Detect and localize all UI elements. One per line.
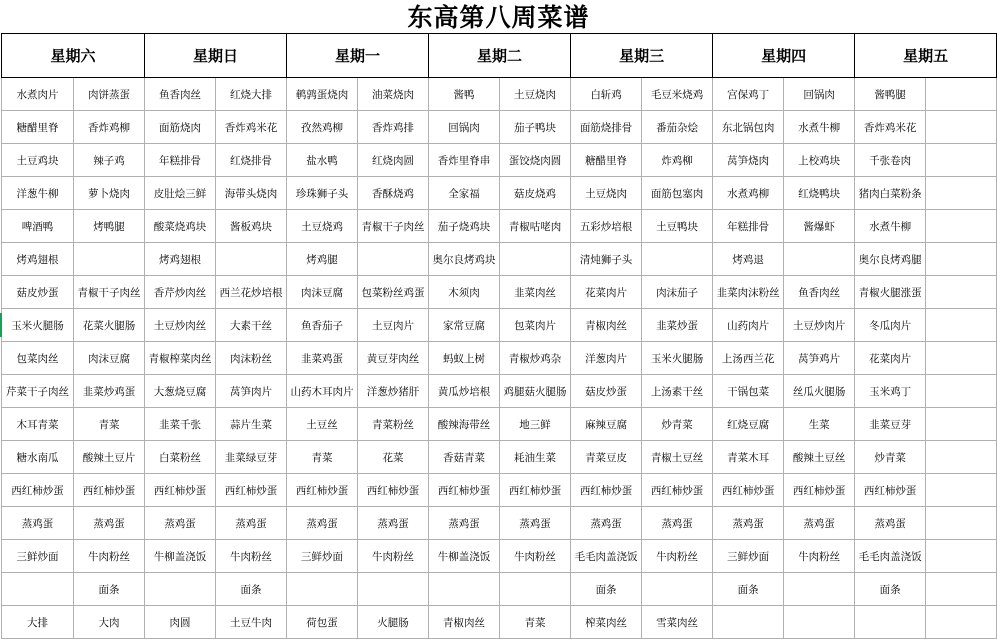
menu-cell[interactable] — [926, 210, 997, 243]
table-row — [2, 144, 997, 177]
table-row — [2, 441, 997, 474]
menu-cell[interactable] — [926, 276, 997, 309]
menu-cell[interactable]: 香酥烧鸡 — [358, 177, 429, 210]
menu-cell[interactable]: 西兰花炒培根 — [216, 276, 287, 309]
menu-cell[interactable]: 肉饼蒸蛋 — [74, 78, 145, 111]
menu-cell[interactable]: 西红柿炒蛋 — [287, 474, 358, 507]
menu-cell[interactable]: 蒸鸡蛋 — [429, 507, 500, 540]
menu-cell[interactable]: 牛肉粉丝 — [216, 540, 287, 573]
menu-cell[interactable]: 白斩鸡 — [571, 78, 642, 111]
menu-cell[interactable]: 丝瓜火腿肠 — [784, 375, 855, 408]
menu-cell[interactable]: 土豆烧鸡 — [287, 210, 358, 243]
menu-cell[interactable]: 生菜 — [784, 408, 855, 441]
menu-cell[interactable]: 酱爆虾 — [784, 210, 855, 243]
menu-cell[interactable]: 鱼香茄子 — [287, 309, 358, 342]
table-row — [2, 177, 997, 210]
menu-cell[interactable] — [287, 573, 358, 606]
menu-cell[interactable]: 海带头烧肉 — [216, 177, 287, 210]
menu-cell[interactable]: 土豆炒肉丝 — [145, 309, 216, 342]
menu-cell[interactable]: 糖水南瓜 — [2, 441, 74, 474]
menu-cell[interactable]: 奥尔良烤鸡块 — [429, 243, 500, 276]
day-header-row — [2, 34, 997, 78]
menu-cell[interactable] — [855, 606, 926, 639]
menu-table — [1, 33, 997, 639]
menu-cell[interactable]: 牛柳盖浇饭 — [429, 540, 500, 573]
menu-cell[interactable] — [926, 177, 997, 210]
menu-cell[interactable]: 年糕排骨 — [713, 210, 784, 243]
menu-cell[interactable]: 酱鸭腿 — [855, 78, 926, 111]
menu-cell[interactable]: 莴笋鸡片 — [784, 342, 855, 375]
menu-cell[interactable]: 土豆牛肉 — [216, 606, 287, 639]
menu-cell[interactable] — [500, 573, 571, 606]
menu-cell[interactable]: 鸡腿菇火腿肠 — [500, 375, 571, 408]
menu-cell[interactable]: 孜然鸡柳 — [287, 111, 358, 144]
menu-cell[interactable]: 山药木耳肉片 — [287, 375, 358, 408]
menu-cell[interactable]: 面条 — [571, 573, 642, 606]
menu-cell[interactable]: 香炸鸡米花 — [855, 111, 926, 144]
menu-cell[interactable]: 皮肚烩三鲜 — [145, 177, 216, 210]
menu-cell[interactable]: 西红柿炒蛋 — [145, 474, 216, 507]
menu-cell[interactable]: 青菜 — [74, 408, 145, 441]
menu-cell[interactable]: 榨菜肉丝 — [571, 606, 642, 639]
menu-cell[interactable]: 毛豆米烧鸡 — [642, 78, 713, 111]
menu-cell[interactable] — [926, 408, 997, 441]
menu-cell[interactable]: 青菜 — [500, 606, 571, 639]
menu-cell[interactable]: 土豆烧肉 — [500, 78, 571, 111]
table-row — [2, 210, 997, 243]
menu-cell[interactable]: 红烧大排 — [216, 78, 287, 111]
menu-cell[interactable] — [74, 243, 145, 276]
menu-cell[interactable]: 酸辣土豆片 — [74, 441, 145, 474]
menu-cell[interactable]: 炒青菜 — [855, 441, 926, 474]
menu-cell[interactable]: 蒸鸡蛋 — [713, 507, 784, 540]
menu-cell[interactable]: 番茄杂烩 — [642, 111, 713, 144]
menu-cell[interactable]: 回锅肉 — [784, 78, 855, 111]
menu-cell[interactable]: 清炖狮子头 — [571, 243, 642, 276]
menu-cell[interactable]: 三鲜炒面 — [287, 540, 358, 573]
day-header: 星期六 — [2, 34, 145, 78]
menu-cell[interactable]: 蒸鸡蛋 — [855, 507, 926, 540]
table-row — [2, 243, 997, 276]
menu-cell[interactable]: 青椒肉丝 — [429, 606, 500, 639]
table-row — [2, 375, 997, 408]
menu-cell[interactable]: 黄瓜炒培根 — [429, 375, 500, 408]
menu-cell[interactable]: 牛肉粉丝 — [74, 540, 145, 573]
menu-cell[interactable] — [926, 144, 997, 177]
menu-cell[interactable]: 西红柿炒蛋 — [216, 474, 287, 507]
menu-cell[interactable]: 土豆丝 — [287, 408, 358, 441]
menu-cell[interactable]: 青椒榨菜肉丝 — [145, 342, 216, 375]
day-header: 星期日 — [145, 34, 287, 78]
menu-cell[interactable]: 韭菜炒鸡蛋 — [74, 375, 145, 408]
menu-cell[interactable]: 宫保鸡丁 — [713, 78, 784, 111]
menu-cell[interactable]: 玉米火腿肠 — [642, 342, 713, 375]
selected-row-marker — [0, 313, 2, 337]
menu-cell[interactable]: 韭菜炒蛋 — [642, 309, 713, 342]
menu-cell[interactable]: 毛毛肉盖浇饭 — [571, 540, 642, 573]
menu-cell[interactable]: 土豆炒肉片 — [784, 309, 855, 342]
menu-cell[interactable]: 西红柿炒蛋 — [855, 474, 926, 507]
menu-cell[interactable] — [926, 78, 997, 111]
menu-cell[interactable]: 花菜火腿肠 — [74, 309, 145, 342]
menu-cell[interactable]: 大排 — [2, 606, 74, 639]
table-row — [2, 540, 997, 573]
menu-cell[interactable]: 蒸鸡蛋 — [642, 507, 713, 540]
menu-cell[interactable]: 土豆肉片 — [358, 309, 429, 342]
menu-cell[interactable]: 西红柿炒蛋 — [358, 474, 429, 507]
menu-cell[interactable]: 东北锅包肉 — [713, 111, 784, 144]
table-row — [2, 606, 997, 639]
menu-cell[interactable] — [642, 243, 713, 276]
menu-cell[interactable] — [784, 606, 855, 639]
menu-cell[interactable]: 酱鸭 — [429, 78, 500, 111]
menu-cell[interactable]: 上汤西兰花 — [713, 342, 784, 375]
menu-cell[interactable]: 酱板鸡块 — [216, 210, 287, 243]
menu-cell[interactable]: 韭菜千张 — [145, 408, 216, 441]
menu-cell[interactable]: 西红柿炒蛋 — [784, 474, 855, 507]
table-row — [2, 276, 997, 309]
menu-cell[interactable]: 酸辣海带丝 — [429, 408, 500, 441]
menu-cell[interactable] — [784, 573, 855, 606]
menu-cell[interactable] — [145, 573, 216, 606]
table-row — [2, 309, 997, 342]
menu-cell[interactable] — [926, 342, 997, 375]
menu-cell[interactable]: 韭菜肉沫粉丝 — [713, 276, 784, 309]
menu-cell[interactable]: 牛肉粉丝 — [784, 540, 855, 573]
menu-cell[interactable]: 面筋烧肉 — [145, 111, 216, 144]
menu-cell[interactable] — [926, 540, 997, 573]
menu-cell[interactable]: 年糕排骨 — [145, 144, 216, 177]
menu-cell[interactable]: 水煮牛柳 — [784, 111, 855, 144]
menu-cell[interactable]: 酸辣土豆丝 — [784, 441, 855, 474]
menu-cell[interactable] — [642, 573, 713, 606]
menu-cell[interactable]: 三鲜炒面 — [713, 540, 784, 573]
menu-cell[interactable]: 火腿肠 — [358, 606, 429, 639]
menu-cell[interactable]: 韭菜鸡蛋 — [287, 342, 358, 375]
menu-cell[interactable]: 牛肉粉丝 — [358, 540, 429, 573]
menu-cell[interactable]: 西红柿炒蛋 — [713, 474, 784, 507]
menu-cell[interactable]: 烤鸡退 — [713, 243, 784, 276]
menu-cell[interactable]: 香炸鸡柳 — [74, 111, 145, 144]
menu-cell[interactable]: 肉圆 — [145, 606, 216, 639]
menu-cell[interactable]: 香炸里脊串 — [429, 144, 500, 177]
menu-cell[interactable]: 菇皮炒蛋 — [2, 276, 74, 309]
menu-cell[interactable]: 大素干丝 — [216, 309, 287, 342]
menu-cell[interactable] — [926, 375, 997, 408]
menu-cell[interactable]: 鱼香肉丝 — [784, 276, 855, 309]
table-row — [2, 111, 997, 144]
menu-cell[interactable]: 红烧豆腐 — [713, 408, 784, 441]
menu-cell[interactable]: 三鲜炒面 — [2, 540, 74, 573]
menu-cell[interactable]: 土豆烧肉 — [571, 177, 642, 210]
table-row — [2, 474, 997, 507]
menu-cell[interactable]: 雪菜肉丝 — [642, 606, 713, 639]
menu-cell[interactable]: 香菇青菜 — [429, 441, 500, 474]
menu-cell[interactable]: 牛肉粉丝 — [642, 540, 713, 573]
menu-cell[interactable]: 山药肉片 — [713, 309, 784, 342]
menu-cell[interactable]: 西红柿炒蛋 — [571, 474, 642, 507]
menu-cell[interactable]: 烤鸡翅根 — [145, 243, 216, 276]
menu-cell[interactable]: 肉沫豆腐 — [287, 276, 358, 309]
menu-cell[interactable]: 洋葱牛柳 — [2, 177, 74, 210]
menu-cell[interactable]: 韭菜豆芽 — [855, 408, 926, 441]
menu-cell[interactable]: 珍珠狮子头 — [287, 177, 358, 210]
menu-cell[interactable]: 香炸鸡米花 — [216, 111, 287, 144]
menu-cell[interactable] — [926, 474, 997, 507]
menu-cell[interactable]: 地三鲜 — [500, 408, 571, 441]
menu-cell[interactable]: 家常豆腐 — [429, 309, 500, 342]
menu-cell[interactable] — [926, 243, 997, 276]
menu-cell[interactable]: 肉沫粉丝 — [216, 342, 287, 375]
menu-cell[interactable]: 蒸鸡蛋 — [2, 507, 74, 540]
table-row — [2, 78, 997, 111]
menu-cell[interactable] — [358, 243, 429, 276]
menu-cell[interactable]: 青菜粉丝 — [358, 408, 429, 441]
menu-cell[interactable] — [358, 573, 429, 606]
menu-cell[interactable]: 白菜粉丝 — [145, 441, 216, 474]
menu-cell[interactable]: 烤鸭腿 — [74, 210, 145, 243]
menu-cell[interactable]: 青菜豆皮 — [571, 441, 642, 474]
menu-cell[interactable]: 啤酒鸭 — [2, 210, 74, 243]
table-row — [2, 573, 997, 606]
menu-cell[interactable]: 面条 — [713, 573, 784, 606]
menu-cell[interactable]: 酸菜烧鸡块 — [145, 210, 216, 243]
menu-cell[interactable]: 青椒咕咾肉 — [500, 210, 571, 243]
table-row — [2, 408, 997, 441]
menu-cell[interactable]: 黄豆芽肉丝 — [358, 342, 429, 375]
menu-cell[interactable]: 莴笋烧肉 — [713, 144, 784, 177]
menu-cell[interactable]: 茄子烧鸡块 — [429, 210, 500, 243]
menu-cell[interactable]: 蒸鸡蛋 — [358, 507, 429, 540]
menu-cell[interactable]: 西红柿炒蛋 — [429, 474, 500, 507]
menu-body — [2, 78, 997, 639]
menu-cell[interactable]: 红烧鸭块 — [784, 177, 855, 210]
menu-cell[interactable]: 菇皮烧鸡 — [500, 177, 571, 210]
menu-cell[interactable]: 水煮鸡柳 — [713, 177, 784, 210]
menu-cell[interactable]: 青菜 — [287, 441, 358, 474]
menu-cell[interactable]: 包菜肉丝 — [2, 342, 74, 375]
menu-cell[interactable]: 奥尔良烤鸡腿 — [855, 243, 926, 276]
menu-cell[interactable]: 蒸鸡蛋 — [74, 507, 145, 540]
table-row — [2, 342, 997, 375]
menu-cell[interactable]: 千张卷肉 — [855, 144, 926, 177]
menu-cell[interactable]: 包菜粉丝鸡蛋 — [358, 276, 429, 309]
menu-cell[interactable]: 蒸鸡蛋 — [571, 507, 642, 540]
menu-cell[interactable] — [926, 573, 997, 606]
menu-cell[interactable]: 包菜肉片 — [500, 309, 571, 342]
menu-cell[interactable]: 干锅包菜 — [713, 375, 784, 408]
menu-cell[interactable]: 红烧肉圆 — [358, 144, 429, 177]
menu-cell[interactable]: 上汤素干丝 — [642, 375, 713, 408]
menu-cell[interactable]: 香炸鸡排 — [358, 111, 429, 144]
menu-cell[interactable]: 木须肉 — [429, 276, 500, 309]
menu-cell[interactable]: 麻辣豆腐 — [571, 408, 642, 441]
table-row — [2, 507, 997, 540]
menu-cell[interactable]: 土豆鸡块 — [2, 144, 74, 177]
day-header: 星期一 — [287, 34, 429, 78]
day-header: 星期四 — [713, 34, 855, 78]
menu-cell[interactable] — [2, 573, 74, 606]
menu-cell[interactable]: 蒸鸡蛋 — [784, 507, 855, 540]
menu-cell[interactable]: 蒸鸡蛋 — [500, 507, 571, 540]
menu-cell[interactable] — [429, 573, 500, 606]
menu-cell[interactable]: 茄子鸭块 — [500, 111, 571, 144]
menu-cell[interactable]: 洋葱炒猪肝 — [358, 375, 429, 408]
menu-cell[interactable]: 肉沫豆腐 — [74, 342, 145, 375]
menu-cell[interactable]: 大葱烧豆腐 — [145, 375, 216, 408]
menu-cell[interactable]: 青椒干子肉丝 — [74, 276, 145, 309]
menu-cell[interactable]: 蒜片生菜 — [216, 408, 287, 441]
menu-cell[interactable]: 西红柿炒蛋 — [500, 474, 571, 507]
menu-cell[interactable]: 烤鸡腿 — [287, 243, 358, 276]
menu-cell[interactable]: 芹菜干子肉丝 — [2, 375, 74, 408]
menu-cell[interactable] — [926, 507, 997, 540]
menu-cell[interactable]: 木耳青菜 — [2, 408, 74, 441]
menu-cell[interactable] — [926, 606, 997, 639]
menu-cell[interactable]: 回锅肉 — [429, 111, 500, 144]
menu-cell[interactable]: 牛柳盖浇饭 — [145, 540, 216, 573]
menu-cell[interactable]: 红烧排骨 — [216, 144, 287, 177]
menu-cell[interactable]: 面条 — [74, 573, 145, 606]
menu-cell[interactable]: 猪肉白菜粉条 — [855, 177, 926, 210]
menu-cell[interactable]: 蒸鸡蛋 — [287, 507, 358, 540]
menu-cell[interactable]: 蒸鸡蛋 — [216, 507, 287, 540]
menu-cell[interactable]: 荷包蛋 — [287, 606, 358, 639]
menu-cell[interactable] — [500, 243, 571, 276]
menu-cell[interactable]: 盐水鸭 — [287, 144, 358, 177]
menu-cell[interactable]: 玉米火腿肠 — [2, 309, 74, 342]
menu-cell[interactable] — [926, 111, 997, 144]
day-header: 星期五 — [855, 34, 997, 78]
day-header: 星期二 — [429, 34, 571, 78]
menu-cell[interactable]: 面条 — [216, 573, 287, 606]
menu-cell[interactable]: 五彩炒培根 — [571, 210, 642, 243]
menu-cell[interactable]: 辣子鸡 — [74, 144, 145, 177]
menu-cell[interactable]: 西红柿炒蛋 — [2, 474, 74, 507]
menu-cell[interactable]: 糖醋里脊 — [571, 144, 642, 177]
menu-cell[interactable]: 面筋包塞肉 — [642, 177, 713, 210]
menu-cell[interactable]: 青椒火腿涨蛋 — [855, 276, 926, 309]
menu-cell[interactable]: 花菜肉片 — [855, 342, 926, 375]
menu-cell[interactable]: 土豆鸭块 — [642, 210, 713, 243]
menu-cell[interactable]: 毛毛肉盖浇饭 — [855, 540, 926, 573]
menu-cell[interactable]: 青椒土豆丝 — [642, 441, 713, 474]
day-header: 星期三 — [571, 34, 713, 78]
menu-cell[interactable]: 大肉 — [74, 606, 145, 639]
menu-cell[interactable]: 肉沫茄子 — [642, 276, 713, 309]
menu-cell[interactable]: 韭菜绿豆芽 — [216, 441, 287, 474]
menu-cell[interactable]: 蒸鸡蛋 — [145, 507, 216, 540]
menu-cell[interactable]: 牛肉粉丝 — [500, 540, 571, 573]
menu-cell[interactable]: 炒青菜 — [642, 408, 713, 441]
menu-cell[interactable]: 青椒肉丝 — [571, 309, 642, 342]
menu-cell[interactable]: 冬瓜肉片 — [855, 309, 926, 342]
menu-cell[interactable]: 青菜木耳 — [713, 441, 784, 474]
menu-cell[interactable] — [926, 309, 997, 342]
menu-cell[interactable]: 西红柿炒蛋 — [642, 474, 713, 507]
menu-cell[interactable] — [216, 243, 287, 276]
menu-cell[interactable]: 西红柿炒蛋 — [74, 474, 145, 507]
menu-cell[interactable]: 水煮肉片 — [2, 78, 74, 111]
menu-cell[interactable]: 蛋饺烧肉圆 — [500, 144, 571, 177]
menu-cell[interactable]: 青椒炒鸡杂 — [500, 342, 571, 375]
menu-cell[interactable]: 鱼香肉丝 — [145, 78, 216, 111]
menu-cell[interactable]: 韭菜肉丝 — [500, 276, 571, 309]
menu-cell[interactable]: 炸鸡柳 — [642, 144, 713, 177]
menu-cell[interactable] — [784, 243, 855, 276]
menu-cell[interactable]: 全家福 — [429, 177, 500, 210]
menu-cell[interactable]: 水煮牛柳 — [855, 210, 926, 243]
menu-cell[interactable]: 耗油生菜 — [500, 441, 571, 474]
menu-cell[interactable]: 香芹炒肉丝 — [145, 276, 216, 309]
menu-cell[interactable]: 菇皮炒蛋 — [571, 375, 642, 408]
menu-cell[interactable]: 花菜 — [358, 441, 429, 474]
menu-cell[interactable] — [713, 606, 784, 639]
menu-cell[interactable]: 烤鸡翅根 — [2, 243, 74, 276]
menu-cell[interactable]: 莴笋肉片 — [216, 375, 287, 408]
menu-cell[interactable]: 面条 — [855, 573, 926, 606]
menu-cell[interactable]: 面筋烧排骨 — [571, 111, 642, 144]
menu-cell[interactable]: 蚂蚁上树 — [429, 342, 500, 375]
menu-cell[interactable]: 萝卜烧肉 — [74, 177, 145, 210]
menu-cell[interactable]: 鹌鹑蛋烧肉 — [287, 78, 358, 111]
menu-cell[interactable]: 花菜肉片 — [571, 276, 642, 309]
menu-cell[interactable]: 上校鸡块 — [784, 144, 855, 177]
menu-cell[interactable]: 青椒干子肉丝 — [358, 210, 429, 243]
menu-cell[interactable] — [926, 441, 997, 474]
menu-cell[interactable]: 洋葱肉片 — [571, 342, 642, 375]
menu-cell[interactable]: 油菜烧肉 — [358, 78, 429, 111]
menu-cell[interactable]: 玉米鸡丁 — [855, 375, 926, 408]
menu-cell[interactable]: 糖醋里脊 — [2, 111, 74, 144]
menu-title: 东高第八周菜谱 — [407, 3, 590, 32]
